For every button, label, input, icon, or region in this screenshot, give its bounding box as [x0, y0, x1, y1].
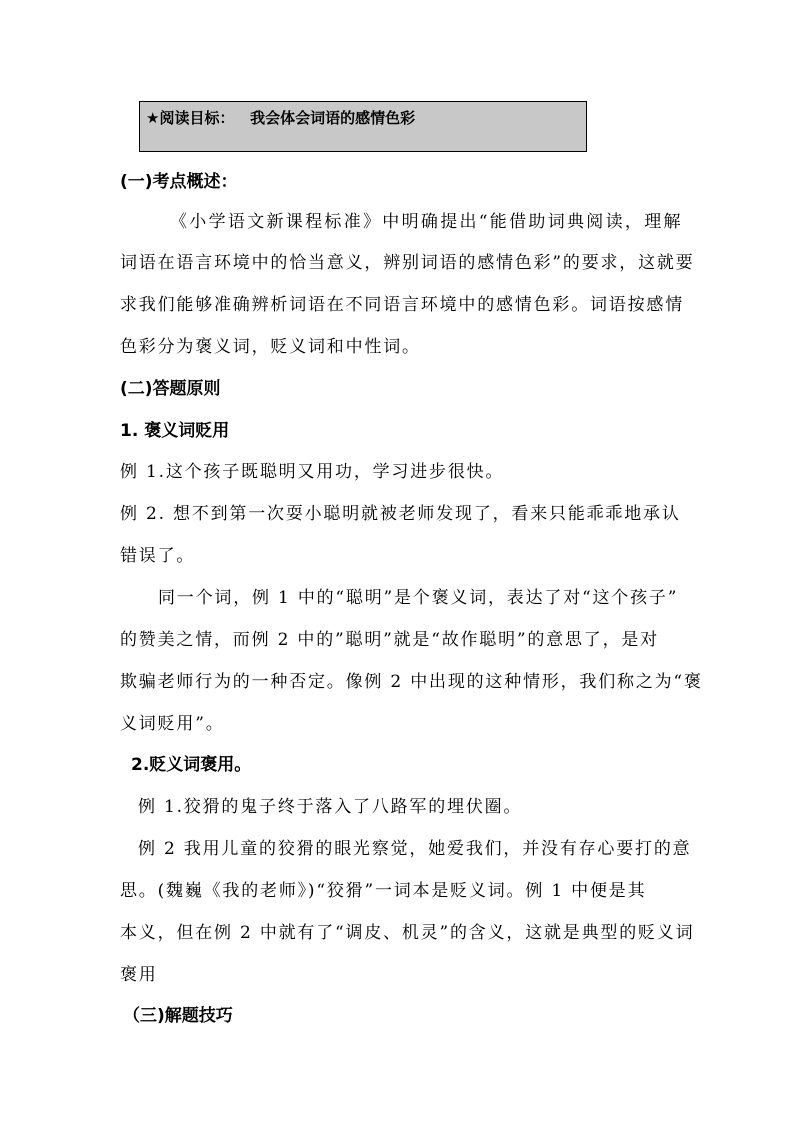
paragraph-line: 的赞美之情，而例 2 中的”聪明”就是“故作聪明”的意思了，是对: [120, 630, 659, 650]
paragraph-line: 褒用: [120, 965, 158, 985]
example-line: 例 2. 想不到第一次耍小聪明就被老师发现了，看来只能乖乖地承认: [120, 504, 681, 524]
example-line: 错误了。: [120, 546, 196, 566]
subsection-1-heading: 1. 褒义词贬用: [120, 421, 230, 441]
paragraph-line: 《小学语文新课程标准》中明确提出“能借助词典阅读，理解: [170, 212, 683, 232]
section-1-heading: (一)考点概述：: [120, 172, 238, 192]
paragraph-line: 词语在语言环境中的恰当意义，辨别词语的感情色彩”的要求，这就要: [120, 253, 695, 273]
reading-goal-box: [139, 101, 587, 152]
paragraph-line: 欺骗老师行为的一种否定。像例 2 中出现的这种情形，我们称之为“褒: [120, 672, 703, 692]
section-3-heading: （三)解题技巧: [123, 1006, 233, 1026]
example-line: 例 1.狡猾的鬼子终于落入了八路军的埋伏圈。: [138, 797, 523, 817]
paragraph-line: 本义，但在例 2 中就有了“调皮、机灵”的含义，这就是典型的贬义词: [120, 923, 695, 943]
paragraph-line: 思。(魏巍《我的老师》)“狡猾”一词本是贬义词。例 1 中便是其: [120, 881, 647, 901]
subsection-2-heading: 2.贬义词褒用。: [131, 755, 252, 775]
paragraph-line: 色彩分为褒义词，贬义词和中性词。: [120, 337, 421, 357]
reading-goal-text: ★阅读目标： 我会体会词语的感情色彩: [146, 109, 416, 127]
section-2-heading: (二)答题原则: [120, 379, 221, 399]
example-line: 例 2 我用儿童的狡猾的眼光察觉，她爱我们，并没有存心要打的意: [138, 839, 692, 859]
paragraph-line: 义词贬用”。: [120, 714, 225, 734]
paragraph-line: 同一个词，例 1 中的“聪明”是个褒义词，表达了对“这个孩子”: [158, 588, 679, 608]
paragraph-line: 求我们能够准确辨析词语在不同语言环境中的感情色彩。词语按感情: [120, 295, 684, 315]
example-line: 例 1.这个孩子既聪明又用功，学习进步很快。: [120, 462, 505, 482]
